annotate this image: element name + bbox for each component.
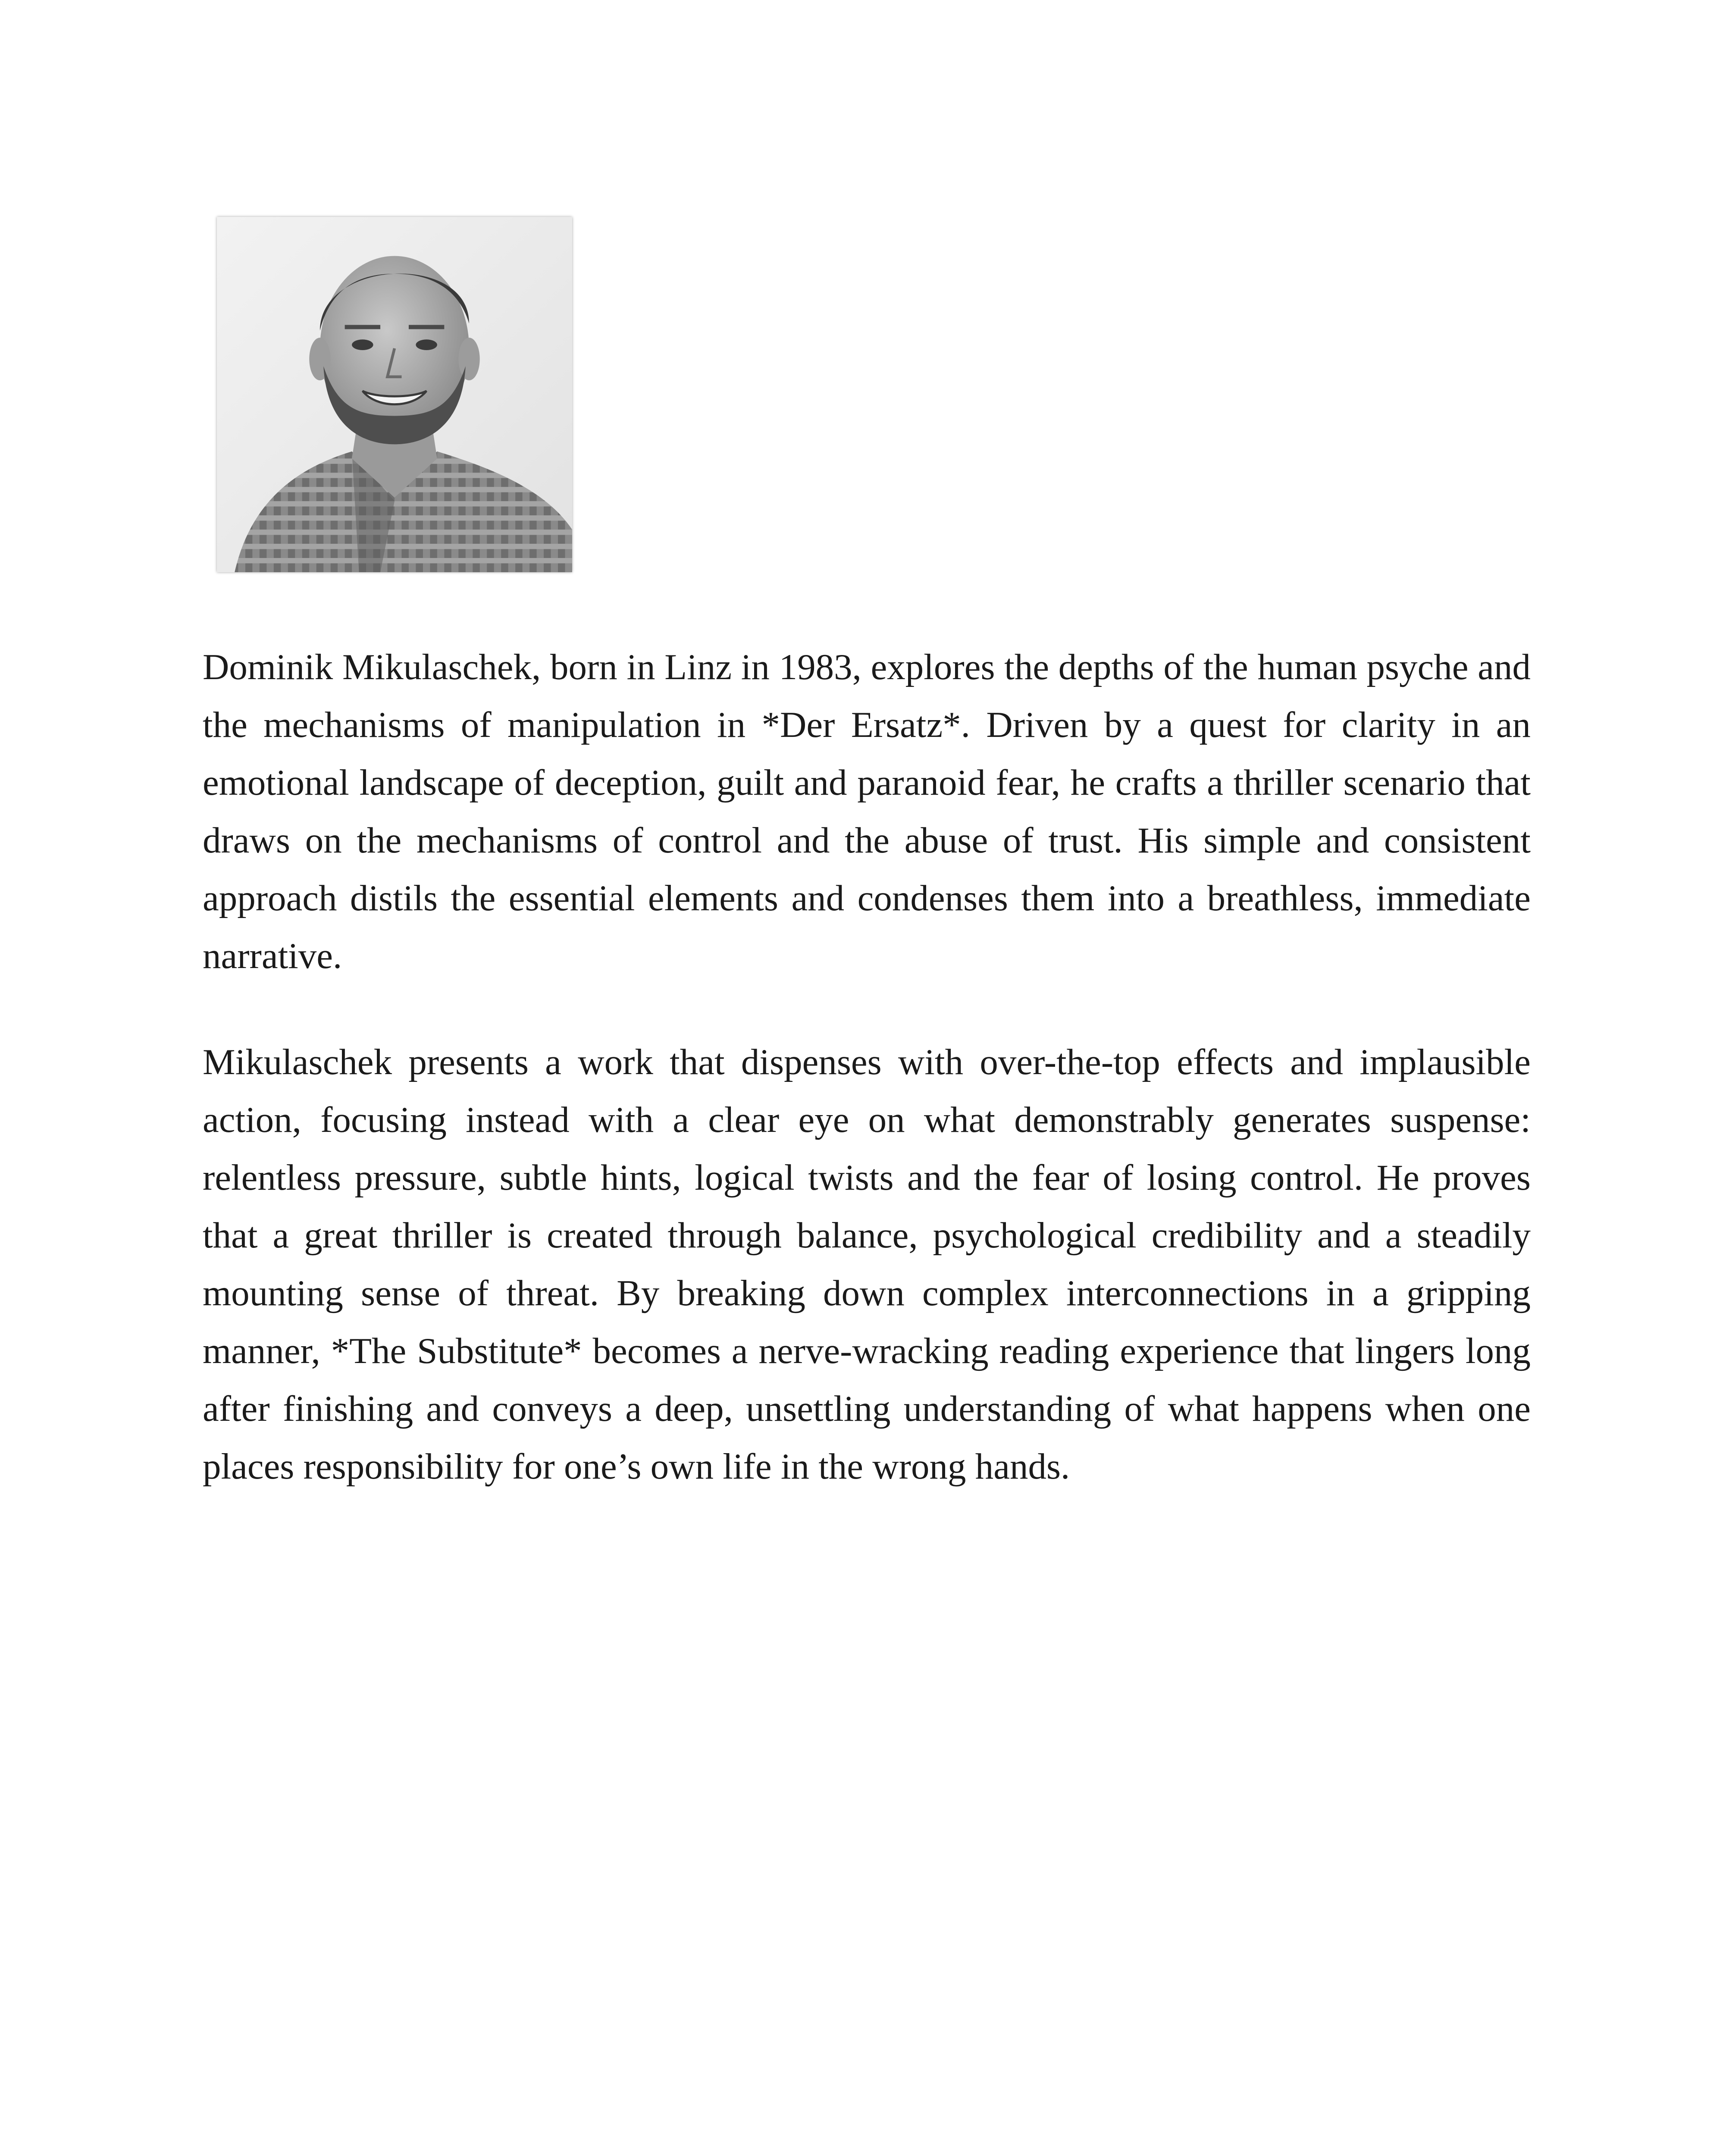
author-portrait-image: [217, 217, 572, 572]
bio-paragraph-2: Mikulaschek presents a work that dispenses with over-the-top effects and implausible action, focusing instead with a clear eye on what demonstrably generates suspense: relentless pressure, subtle hints, logical twists and the fear of losing control. He proves that a great thriller is created through balance, psychological credibility and a steadily mounting sense of threat. By breaking down complex interconnections in a gripping manner, *The Substitute* becomes a nerve-wracking reading experience that lingers long after finishing and conveys a deep, unsettling understanding of what happens when one places responsibility for one’s own life in the wrong hands.: [203, 1042, 1531, 1487]
author-photo: [217, 217, 572, 572]
bio-paragraph-1: Dominik Mikulaschek, born in Linz in 1983, explores the depths of the human psyche and the mechanisms of manipulation in *Der Ersatz*. Driven by a quest for clarity in an emotional landscape of deception, guilt and paranoid fear, he crafts a thriller scenario that draws on the mechanisms of control and the abuse of trust. His simple and consistent approach distils the essential elements and condenses them into a breathless, immediate narrative.: [203, 647, 1531, 976]
author-bio: [203, 638, 1531, 1544]
